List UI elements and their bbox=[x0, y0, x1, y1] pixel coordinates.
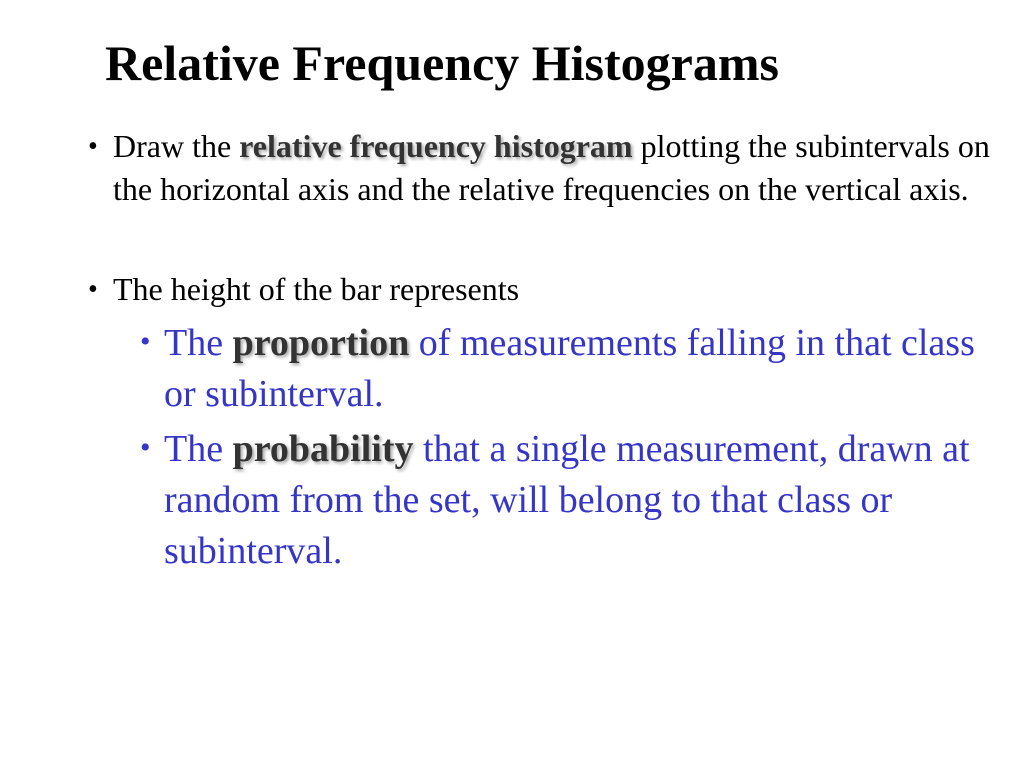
sub-bullet-text bbox=[164, 424, 994, 577]
bullet-icon: • bbox=[88, 274, 98, 305]
sub-bullet-text-post: that a single measurement, drawn at random from the set, will belong to that class or subinterval. bbox=[164, 428, 970, 572]
bullet-icon: • bbox=[140, 431, 151, 464]
sub-bullet-text-post: of measurements falling in that class or subinterval. bbox=[164, 322, 975, 415]
bullet-icon: • bbox=[88, 131, 98, 162]
bullet-icon: • bbox=[140, 325, 151, 358]
emphasis-term: relative frequency histogram bbox=[239, 128, 633, 164]
emphasis-term: probability bbox=[232, 428, 414, 470]
bullet-text: The height of the bar represents bbox=[113, 271, 520, 307]
emphasis-term: proportion bbox=[232, 322, 410, 364]
sub-bullet-text-pre: The bbox=[164, 322, 233, 364]
sub-bullet-text bbox=[164, 318, 994, 420]
bullet-text bbox=[113, 125, 993, 211]
slide-title: Relative Frequency Histograms bbox=[105, 35, 779, 91]
bullet-text-post: plotting the subintervals on the horizontal axis and the relative frequencies on the vertical axis. bbox=[113, 128, 990, 207]
sub-bullet-text-pre: The bbox=[164, 428, 233, 470]
bullet-text-pre: Draw the bbox=[113, 128, 240, 164]
